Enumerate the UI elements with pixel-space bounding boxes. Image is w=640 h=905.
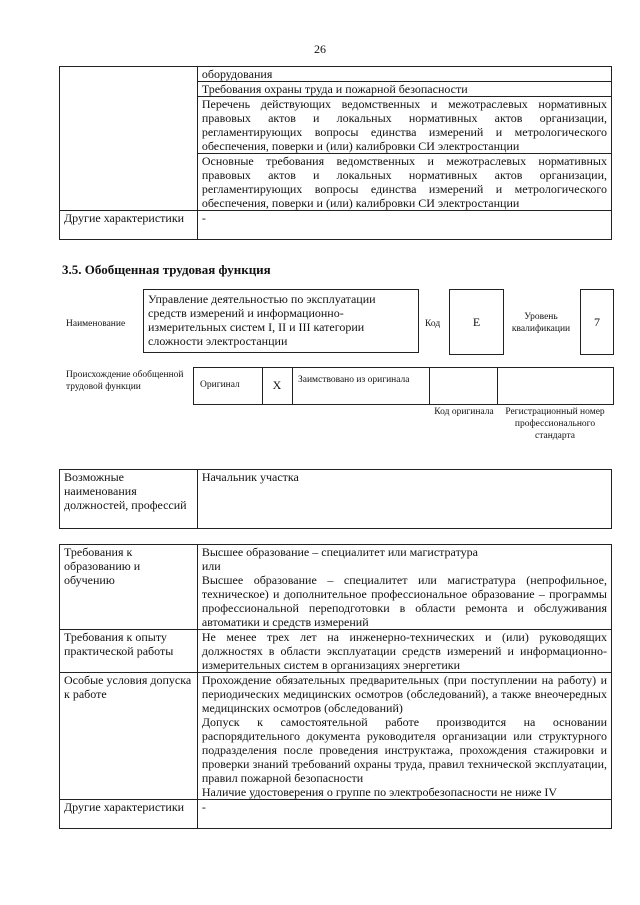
other-characteristics-label: Другие характеристики <box>60 800 198 829</box>
positions-label: Возможные наименования должностей, профессий <box>60 470 198 529</box>
table-row <box>60 673 612 800</box>
requirements-table <box>59 544 612 829</box>
page-number: 26 <box>314 42 326 56</box>
empty-label-cell <box>60 67 198 211</box>
level-value: 7 <box>580 289 614 355</box>
text-line: Наличие удостоверения о группе по электробезопасности не ниже IV <box>201 785 558 799</box>
function-name: Управление деятельностью по эксплуатации средств измерений и информационно-измерительных систем I, II и III категории сложности электростанции <box>143 289 419 353</box>
positions-table <box>59 469 612 529</box>
admission-label: Особые условия допуска к работе <box>60 673 198 800</box>
table-cell: Основные требования ведомственных и межотраслевых нормативных правовых актов и локальных нормативных актов организации, регламентирующих вопросы единства измерений и метрологического обеспечения, поверки и (или) калибровки СИ электростанции <box>197 154 611 211</box>
divider <box>497 367 498 404</box>
admission-value <box>197 673 611 800</box>
top-table <box>59 66 612 240</box>
table-row <box>60 545 612 630</box>
table-cell: Требования охраны труда и пожарной безопасности <box>197 82 611 97</box>
section-title: 3.5. Обобщенная трудовая функция <box>62 262 271 277</box>
original-label: Оригинал <box>200 380 240 390</box>
divider <box>292 367 293 404</box>
code-label: Код <box>425 319 441 329</box>
table-row <box>60 800 612 829</box>
origin-label: Происхождение обобщенной трудовой функции <box>66 370 184 392</box>
experience-value <box>197 630 611 673</box>
level-label: Уровень квалификации <box>511 312 571 334</box>
table-row <box>60 470 612 529</box>
text-line: Не менее трех лет на инженерно-технических и (или) руководящих должностях в области эксплуатации средств измерений и информационно-измерительных систем в организациях энергетики <box>201 630 607 672</box>
text-line: Допуск к самостоятельной работе производится на основании распорядительного документа руководителя организации или структурного подразделения после проведения инструктажа, прохождения стажировки и проверки знаний требований охраны труда, правил технической эксплуатации, правил пожарной безопасности <box>201 715 607 785</box>
name-label: Наименование <box>66 319 126 329</box>
text-line: или <box>201 559 221 573</box>
positions-value: Начальник участка <box>197 470 611 529</box>
experience-label: Требования к опыту практической работы <box>60 630 198 673</box>
registration-caption: Регистрационный номер профессионального стандарта <box>505 407 605 441</box>
text-line: Прохождение обязательных предварительных (при поступлении на работу) и периодических медицинских осмотров (обследований), а также внеочередных медицинских осмотров (обследований) <box>201 673 607 715</box>
text-line: - <box>201 800 206 814</box>
function-code: E <box>449 289 504 355</box>
borrowed-label: Заимствовано из оригинала <box>298 375 410 385</box>
original-mark: X <box>272 378 282 392</box>
divider <box>429 367 430 404</box>
text-line: Высшее образование – специалитет или магистратура (непрофильное, техническое) и дополнительное профессиональное образование – программы профессиональной переподготовки в области ремонта и обслуживания автоматики и средств измерений <box>201 573 607 629</box>
text-line: Высшее образование – специалитет или магистратура <box>201 545 478 559</box>
other-characteristics-value <box>197 800 611 829</box>
origin-box <box>193 367 614 405</box>
table-row <box>60 211 612 240</box>
table-cell: оборудования <box>197 67 611 82</box>
table-cell: Перечень действующих ведомственных и межотраслевых нормативных правовых актов и локальных нормативных актов организации, регламентирующих вопросы единства измерений и метрологического обеспечения, поверки и (или) калибровки СИ электростанции <box>197 97 611 154</box>
code-original-caption: Код оригинала <box>434 407 494 417</box>
education-value <box>197 545 611 630</box>
other-value: - <box>197 211 611 240</box>
education-label: Требования к образованию и обучению <box>60 545 198 630</box>
table-row <box>60 67 612 82</box>
table-row <box>60 630 612 673</box>
other-label: Другие характеристики <box>60 211 198 240</box>
